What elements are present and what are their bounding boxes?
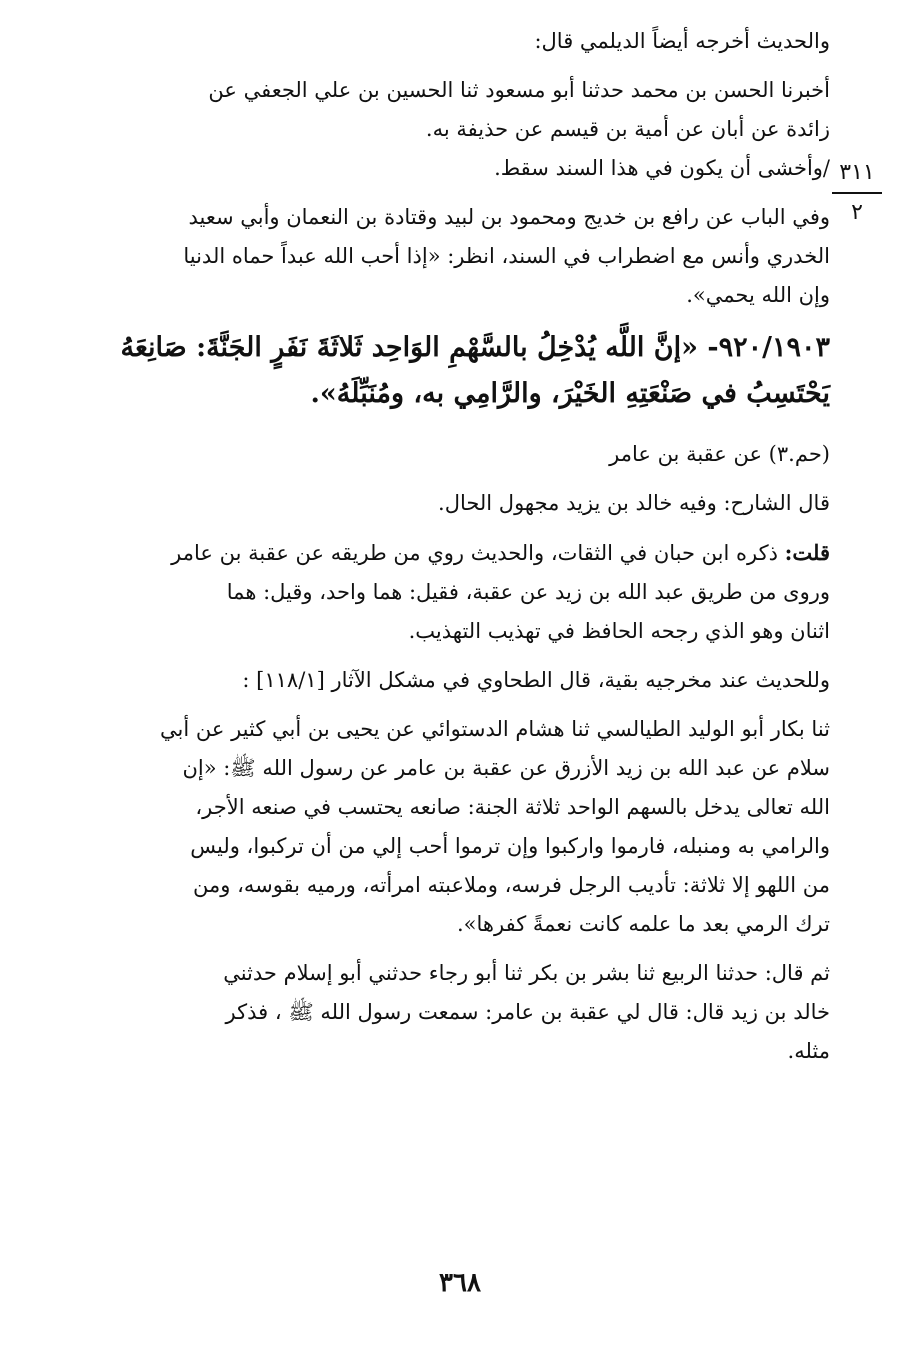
text-line: وللحديث عند مخرجيه بقية، قال الطحاوي في مشكل الآثار [١١٨/١] : — [242, 668, 830, 692]
intro-paragraph — [90, 22, 830, 61]
text-line: وإن الله يحمي». — [686, 283, 830, 307]
text-line: وروى من طريق عبد الله بن زيد عن عقبة، فقيل: هما واحد، وقيل: هما — [226, 580, 830, 604]
text-line: ثم قال: حدثنا الربيع ثنا بشر بن بكر ثنا أبو رجاء حدثني أبو إسلام حدثني — [223, 961, 830, 985]
text-line: ترك الرمي بعد ما علمه كانت نعمةً كفرها». — [456, 912, 830, 936]
text-line: خالد بن زيد قال: قال لي عقبة بن عامر: سمعت رسول الله ﷺ ، فذكر — [225, 1000, 830, 1024]
text-line: الله تعالى يدخل بالسهم الواحد ثلاثة الجنة: صانعه يحتسب في صنعه الأجر، — [195, 795, 830, 819]
text-line: /وأخشى أن يكون في هذا السند سقط. — [494, 156, 830, 180]
isnad-paragraph — [90, 71, 830, 188]
text-line: والحديث أخرجه أيضاً الديلمي قال: — [534, 29, 830, 53]
commentary-paragraph — [90, 484, 830, 523]
text-line: مثله. — [787, 1039, 830, 1063]
hadith-line: يَحْتَسِبُ في صَنْعَتِهِ الخَيْرَ، والرَّامِي به، ومُنَبِّلَهُ». — [310, 378, 830, 409]
margin-ref-divider — [832, 192, 882, 194]
qult-label: قلت: — [784, 540, 830, 565]
text-line: ثنا بكار أبو الوليد الطيالسي ثنا هشام الدستوائي عن يحيى بن أبي كثير عن أبي — [160, 717, 830, 741]
text-line: من اللهو إلا ثلاثة: تأديب الرجل فرسه، وملاعبته امرأته، ورميه بقوسه، ومن — [193, 873, 830, 897]
hadith-text — [90, 325, 830, 417]
hadith-source: (حم.٣) عن عقبة بن عامر — [609, 442, 830, 466]
qult-paragraph — [90, 533, 830, 651]
text-line: قال الشارح: وفيه خالد بن يزيد مجهول الحال. — [438, 491, 830, 515]
text-line: اثنان وهو الذي رجحه الحافظ في تهذيب التهذيب. — [408, 619, 830, 643]
bab-paragraph — [90, 198, 830, 315]
hadith-line: ٩٢٠/١٩٠٣- «إنَّ اللَّه يُدْخِلُ بالسَّهْمِ الوَاحِد ثَلاثَةَ نَفَرٍ الجَنَّةَ: صَانِعَهُ — [120, 332, 830, 363]
page-body — [90, 22, 830, 1081]
page-number: ٣٦٨ — [439, 1268, 481, 1298]
text-line: والرامي به ومنبله، فارموا واركبوا وإن ترموا أحب إلي من أن تركبوا، وليس — [190, 834, 830, 858]
text-line: زائدة عن أبان عن أمية بن قيسم عن حذيفة به. — [425, 117, 830, 141]
second-chain-paragraph — [90, 954, 830, 1071]
text-line: الخدري وأنس مع اضطراب في السند، انظر: «إذا أحب الله عبداً حماه الدنيا — [183, 244, 830, 268]
text-segment: ذكره ابن حبان في الثقات، والحديث روي من طريقه عن عقبة بن عامر — [171, 541, 785, 565]
text-line — [90, 533, 830, 573]
margin-ref-top: ٣١١ — [839, 160, 875, 185]
commentary-paragraph — [90, 661, 830, 700]
text-line: سلام عن عبد الله بن زيد الأزرق عن عقبة بن عامر عن رسول الله ﷺ: «إن — [182, 756, 830, 780]
margin-ref-bottom: ٢ — [851, 200, 863, 225]
margin-page-reference — [828, 158, 886, 228]
text-line: وفي الباب عن رافع بن خديج ومحمود بن لبيد وقتادة بن النعمان وأبي سعيد — [188, 205, 830, 229]
tahawi-quote-paragraph — [90, 710, 830, 944]
text-line: أخبرنا الحسن بن محمد حدثنا أبو مسعود ثنا الحسين بن علي الجعفي عن — [208, 78, 830, 102]
